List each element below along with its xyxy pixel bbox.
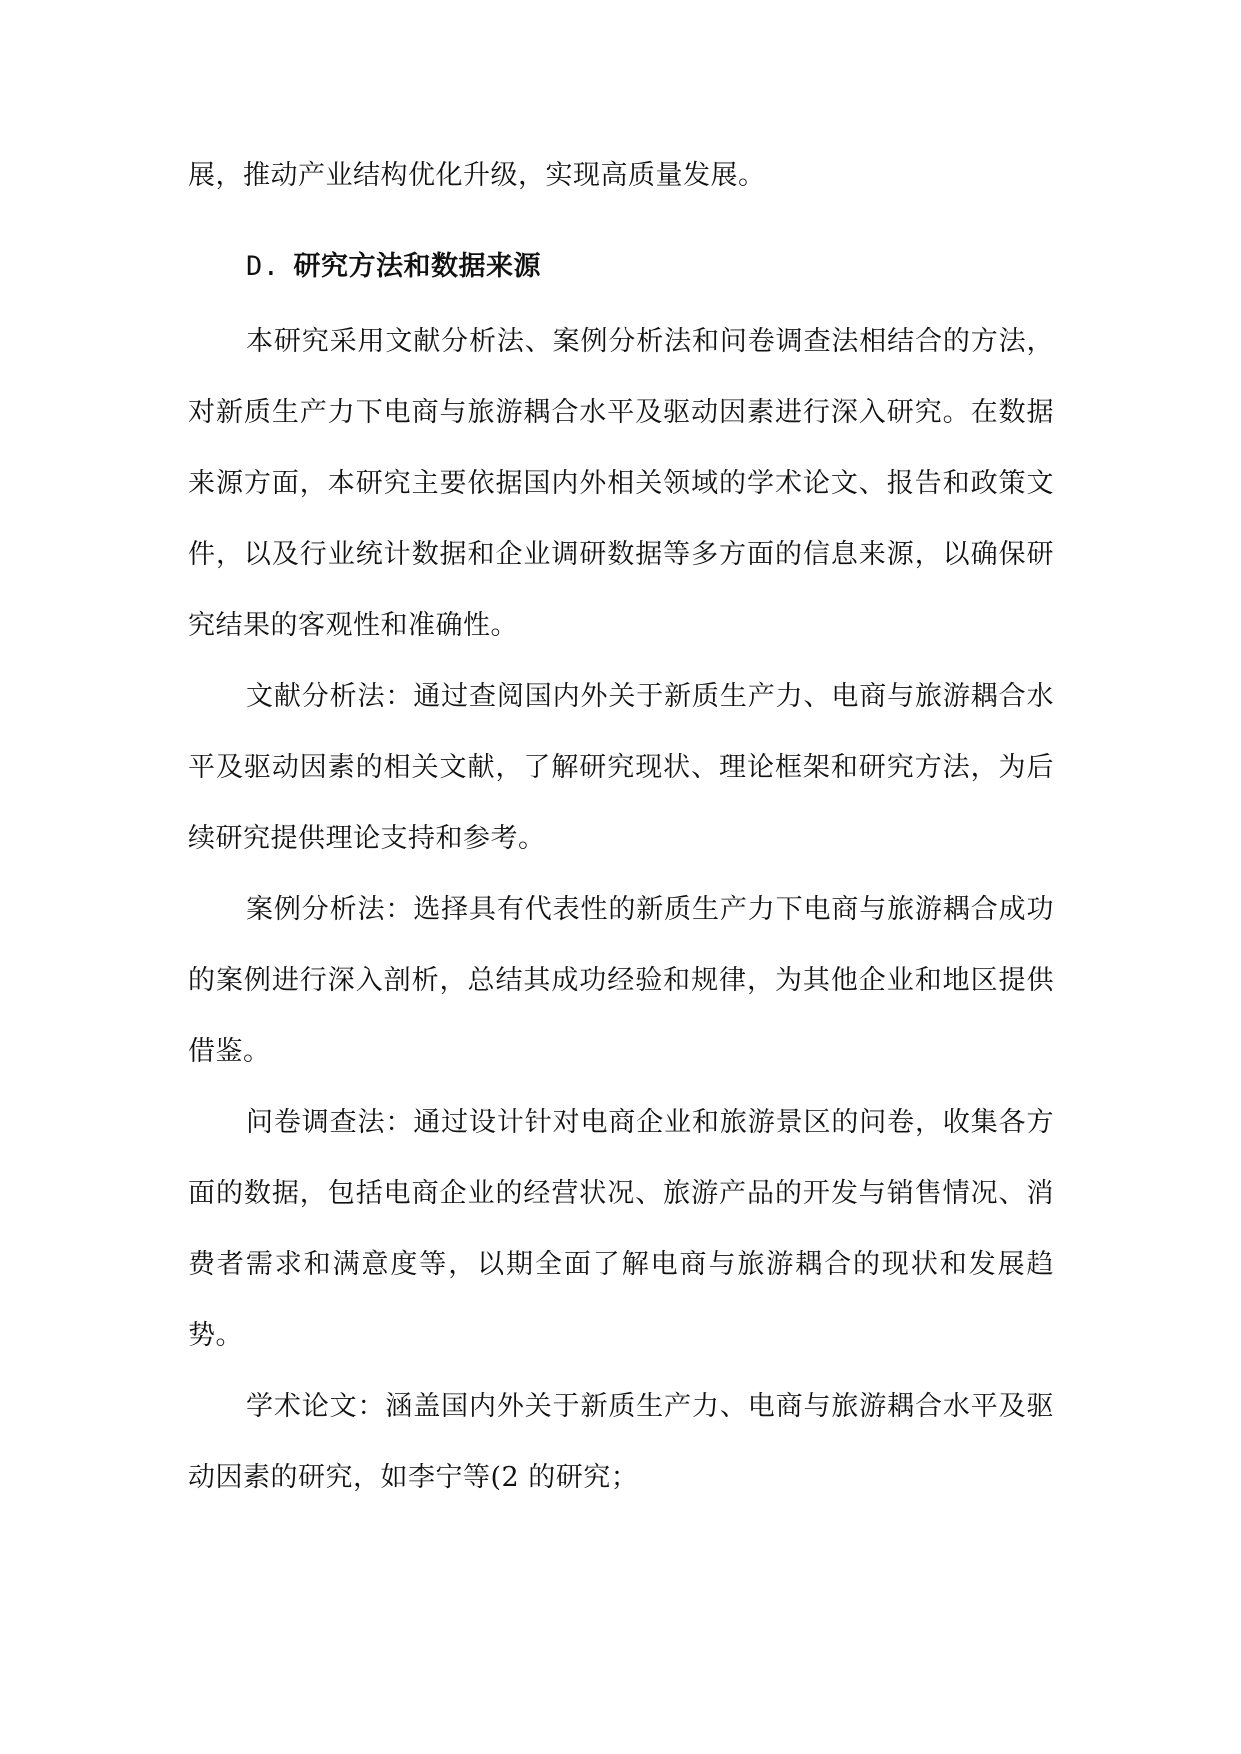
paragraph-research-methods: 本研究采用文献分析法、案例分析法和问卷调查法相结合的方法，对新质生产力下电商与旅游耦合水平及驱动因素进行深入研究。在数据来源方面，本研究主要依据国内外相关领域的学术论文、报告和政策文件，以及行业统计数据和企业调研数据等多方面的信息来源，以确保研究结果的客观性和准确性。 xyxy=(188,326,1054,641)
continuation-paragraph: 展，推动产业结构优化升级，实现高质量发展。 xyxy=(188,160,766,191)
paragraph-academic-papers: 学术论文：涵盖国内外关于新质生产力、电商与旅游耦合水平及驱动因素的研究，如李宁等(2 的研究； xyxy=(188,1391,1054,1493)
section-heading xyxy=(188,231,1054,302)
section-title: 研究方法和数据来源 xyxy=(293,251,542,282)
section-number: D. xyxy=(246,251,280,282)
paragraph-questionnaire: 问卷调查法：通过设计针对电商企业和旅游景区的问卷，收集各方面的数据，包括电商企业的经营状况、旅游产品的开发与销售情况、消费者需求和满意度等，以期全面了解电商与旅游耦合的现状和发展趋势。 xyxy=(188,1107,1054,1351)
paragraph-literature-analysis: 文献分析法：通过查阅国内外关于新质生产力、电商与旅游耦合水平及驱动因素的相关文献，了解研究现状、理论框架和研究方法，为后续研究提供理论支持和参考。 xyxy=(188,681,1054,854)
document-body xyxy=(188,140,1054,1513)
paragraph-case-analysis: 案例分析法：选择具有代表性的新质生产力下电商与旅游耦合成功的案例进行深入剖析，总结其成功经验和规律，为其他企业和地区提供借鉴。 xyxy=(188,894,1054,1067)
